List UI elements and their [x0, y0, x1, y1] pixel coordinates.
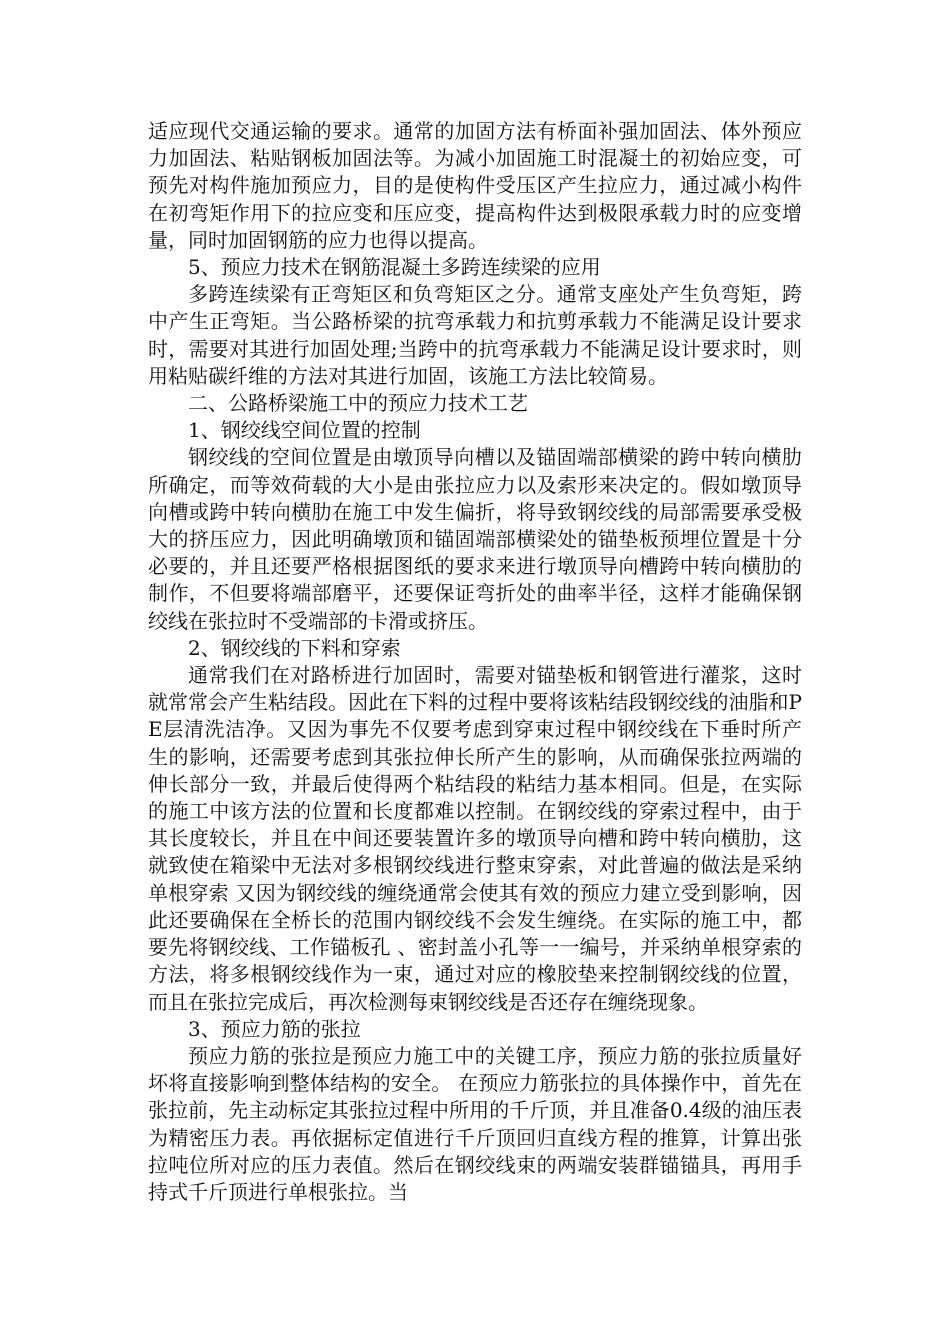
- paragraph-1: 适应现代交通运输的要求。通常的加固方法有桥面补强加固法、体外预应力加固法、粘贴钢板加固法等。为减小加固施工时混凝土的初始应变，可预先对构件施加预应力，目的是使构件受压区产生拉应力，通过减小构件在初弯矩作用下的拉应变和压应变，提高构件达到极限承载力时的应变增量，同时加固钢筋的应力也得以提高。: [148, 119, 802, 252]
- paragraph-4: 通常我们在对路桥进行加固时，需要对锚垫板和钢管进行灌浆，这时就常常会产生粘结段。因此在下料的过程中要将该粘结段钢绞线的油脂和PE层清洗洁净。又因为事先不仅要考虑到穿束过程中钢绞线在下垂时所产生的影响，还需要考虑到其张拉伸长所产生的影响，从而确保张拉两端的伸长部分一致，并最后使得两个粘结段的粘结力基本相同。但是，在实际的施工中该方法的位置和长度都难以控制。在钢绞线的穿索过程中，由于其长度较长，并且在中间还要装置许多的墩顶导向槽和跨中转向横肋，这就致使在箱梁中无法对多根钢绞线进行整束穿索，对此普遍的做法是采纳单根穿索 又因为钢绞线的缠绕通常会使其有效的预应力建立受到影响，因此还要确保在全桥长的范围内钢绞线不会发生缠绕。在实际的施工中，都要先将钢绞线、工作锚板孔 、密封盖小孔等一一编号，并采纳单根穿索的方法，将多根钢绞线作为一束，通过对应的橡胶垫来控制钢绞线的位置，而且在张拉完成后，再次检测每束钢绞线是否还存在缠绕现象。: [148, 663, 802, 1014]
- section-heading-5: 5、预应力技术在钢筋混凝土多跨连续梁的应用: [188, 255, 601, 280]
- section-heading-3: 3、预应力筋的张拉: [188, 1016, 361, 1041]
- paragraph-3: 钢绞线的空间位置是由墩顶导向槽以及锚固端部横梁的跨中转向横肋所确定，而等效荷载的大小是由张拉应力以及索形来决定的。假如墩顶导向槽或跨中转向横肋在施工中发生偏折，将导致钢绞线的局部需要承受极大的挤压应力，因此明确墩顶和锚固端部横梁处的锚垫板预埋位置是十分必要的，并且还要严格根据图纸的要求来进行墩顶导向槽跨中转向横肋的制作，不但要将端部磨平，还要保证弯折处的曲率半径，这样才能确保钢绞线在张拉时不受端部的卡滑或挤压。: [148, 445, 802, 633]
- chapter-heading-2: 二、公路桥梁施工中的预应力技术工艺: [188, 391, 528, 416]
- document-body: [148, 118, 802, 1206]
- section-heading-2: 2、钢绞线的下料和穿索: [188, 635, 401, 660]
- paragraph-2: 多跨连续梁有正弯矩区和负弯矩区之分。通常支座处产生负弯矩，跨中产生正弯矩。当公路桥梁的抗弯承载力和抗剪承载力不能满足设计要求时，需要对其进行加固处理;当跨中的抗弯承载力不能满足设计要求时，则用粘贴碳纤维的方法对其进行加固，该施工方法比较简易。: [148, 282, 802, 388]
- section-heading-1: 1、钢绞线空间位置的控制: [188, 418, 421, 443]
- paragraph-5: 预应力筋的张拉是预应力施工中的关键工序，预应力筋的张拉质量好坏将直接影响到整体结构的安全。 在预应力筋张拉的具体操作中，首先在张拉前，先主动标定其张拉过程中所用的千斤顶，并且准备0.4级的油压表为精密压力表。再依据标定值进行千斤顶回归直线方程的推算，计算出张拉吨位所对应的压力表值。然后在钢绞线束的两端安装群锚锚具，再用手持式千斤顶进行单根张拉。当: [148, 1043, 802, 1204]
